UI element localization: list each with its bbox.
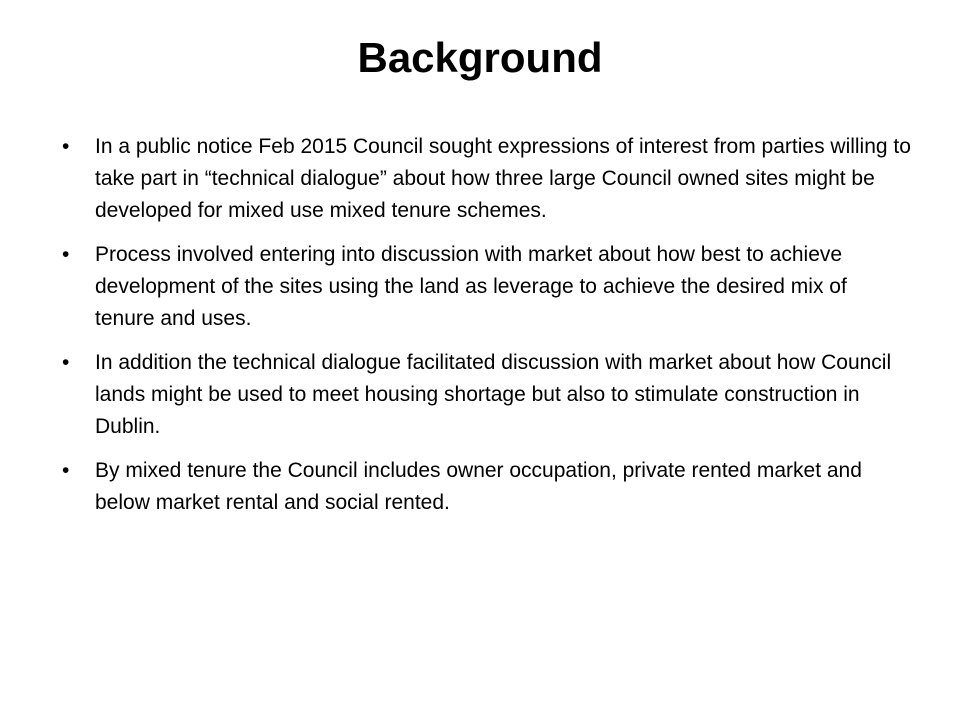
bullet-item: [62, 131, 912, 227]
bullet-text: In a public notice Feb 2015 Council sought expressions of interest from parties willing to take part in “technical dialogue” about how three large Council owned sites might be developed for mixed use mixed tenure schemes.: [95, 135, 911, 222]
bullet-text: Process involved entering into discussion with market about how best to achieve development of the sites using the land as leverage to achieve the desired mix of tenure and uses.: [95, 243, 847, 330]
bullet-dot-icon: •: [62, 351, 70, 374]
slide-title: Background: [357, 34, 603, 81]
bullet-item: [62, 347, 912, 443]
bullet-text: By mixed tenure the Council includes owner occupation, private rented market and below market rental and social rented.: [95, 459, 862, 514]
bullet-text: In addition the technical dialogue facilitated discussion with market about how Council lands might be used to meet housing shortage but also to stimulate construction in Dublin.: [95, 351, 892, 438]
bullet-dot-icon: •: [62, 135, 70, 158]
bullet-dot-icon: •: [62, 243, 70, 266]
bullet-item: [62, 455, 912, 519]
bullet-dot-icon: •: [62, 459, 70, 482]
bullet-item: [62, 239, 912, 335]
bullet-list: [62, 131, 912, 531]
